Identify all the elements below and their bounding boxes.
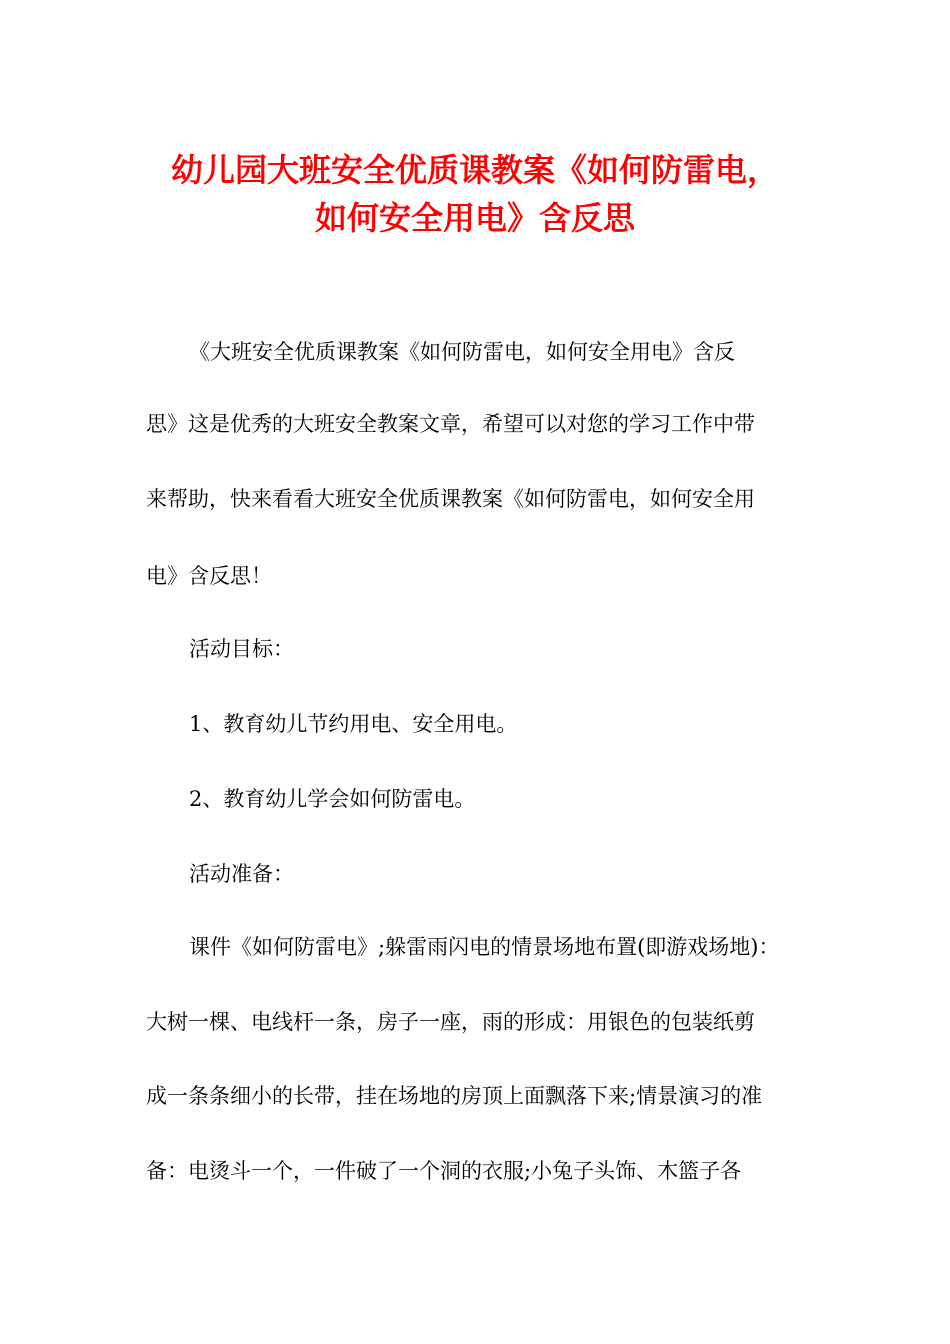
goals-heading: 活动目标： (189, 637, 294, 661)
prep-line-4: 备：电烫斗一个，一件破了一个洞的衣服;小兔子头饰、木篮子各 (146, 1159, 742, 1183)
goal-item-1: 1、教育幼儿节约用电、安全用电。 (189, 712, 518, 736)
goal-item-2: 2、教育幼儿学会如何防雷电。 (189, 787, 476, 811)
intro-line-3: 来帮助，快来看看大班安全优质课教案《如何防雷电，如何安全用 (146, 487, 755, 511)
prep-line-2: 大树一棵、电线杆一条，房子一座，雨的形成：用银色的包装纸剪 (146, 1010, 755, 1034)
prep-heading: 活动准备： (189, 862, 294, 886)
intro-line-1: 《大班安全优质课教案《如何防雷电，如何安全用电》含反 (189, 340, 735, 364)
prep-line-1: 课件《如何防雷电》;躲雷雨闪电的情景场地布置(即游戏场地)： (189, 935, 780, 959)
document-title-line-2: 如何安全用电》含反思 (314, 199, 635, 237)
prep-line-3: 成一条条细小的长带，挂在场地的房顶上面飘落下来;情景演习的准 (146, 1084, 763, 1108)
intro-line-2: 思》这是优秀的大班安全教案文章，希望可以对您的学习工作中带 (146, 412, 755, 436)
document-title-line-1: 幼儿园大班安全优质课教案《如何防雷电， (170, 151, 779, 189)
intro-line-4: 电》含反思！ (146, 564, 272, 588)
